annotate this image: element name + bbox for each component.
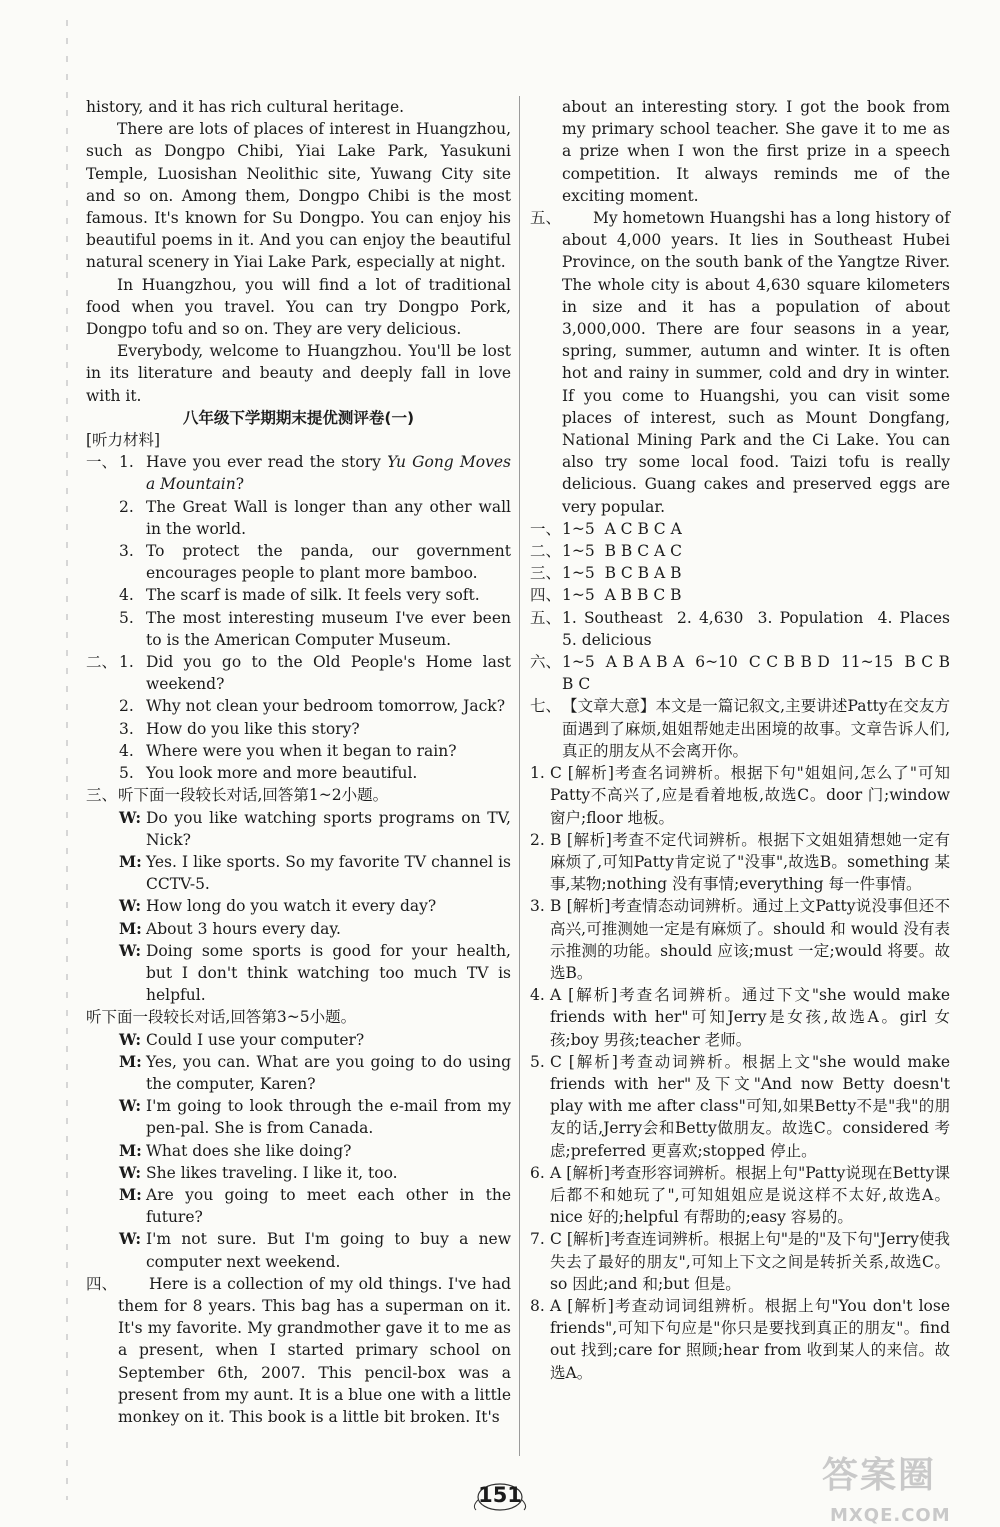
dialogue-line: W: She likes traveling. I like it, too. [86,1162,511,1184]
item-number: 1. [530,764,545,783]
explanation-item: 8. A [解析]考查动词词组辨析。根据上句"You don't lose friends",可知下句应是"你只是要找到真正的朋友"。find out 找到;care for 照顾;hear from 收到某人的来信。故选A。 [530,1296,950,1382]
item-number: 3. [119,719,134,738]
answer-row: 一、 1~5 A C B C A [530,518,950,540]
explanation-item: 2. B [解析]考查不定代词辨析。根据下文姐姐猜想她一定有麻烦了,可知Patty肯定说了"没事",故选B。something 某事,某物;nothing 没有事情;everything 每一件事情。 [530,830,950,894]
list-item: 3. To protect the panda, our government encourages people to plant more bamboo. [119,542,511,583]
section-3 [86,784,511,1272]
section-mark: 二、 [530,542,562,561]
item-number: 8. [530,1296,545,1315]
answer-row: 五、 1. Southeast 2. 4,630 3. Population 4. Places 5. delicious [530,608,960,649]
list-item: 4. The scarf is made of silk. It feels very soft. [86,584,511,606]
speaker: W: [119,1096,142,1116]
passage-line: history, and it has rich cultural heritage. [86,98,405,116]
list-item: 2. The Great Wall is longer than any other wall in the world. [119,497,511,538]
section-mark: 三、 [86,786,118,805]
item-number: 5. [530,1052,545,1071]
explanation-item: 6. A [解析]考查形容词辨析。根据上句"Patty说现在Betty课后都不和她玩了",可知姐姐应是说这样不太好,故选A。nice 好的;helpful 有帮助的;easy 容易的。 [530,1163,950,1227]
item-number: 3. [530,897,545,916]
dialogue-line: M: Yes. I like sports. So my favorite TV channel is CCTV-5. [119,851,511,894]
section-1 [86,451,511,651]
item-number: 2. [530,830,545,849]
explanation-item: 7. C [解析]考查连词辨析。根据上句"是的"及下句"Jerry使我失去了最好的朋友",可知上下文之间是转折关系,故选C。so 因此;and 和;but 但是。 [530,1230,950,1293]
column-divider [519,96,520,1456]
section-mark: 五、 [530,209,562,228]
explanation-item: 4. A [解析]考查名词辨析。通过下文"she would make friends with her"可知Jerry是女孩,故选A。girl 女孩;boy 男孩;teacher 老师。 [530,986,950,1049]
passage-paragraph: There are lots of places of interest in Huangzhou, such as Dongpo Chibi, Yiai Lake Park, Yasukuni Temple, Luosishan Neolithic site, Yuwang City site and so on. Among them, Dongpo Chibi is the most famous. It's known for Su Dongpo. You can enjoy his beautiful poems in it. And you can enjoy the beautiful natural scenery in Yiai Lake Park, especially at night. [86,120,511,272]
dialogue-line: W: Do you like watching sports programs on TV, Nick? [119,807,511,849]
speaker: W: [119,940,142,960]
section-mark: 五、 [530,608,562,627]
section-2 [86,651,511,784]
dialogue-intro: 听下面一段较长对话,回答第3~5小题。 [86,1008,357,1027]
list-item: 4. Where were you when it began to rain? [86,740,511,762]
dialogue-line: M: Yes, you can. What are you going to do using the computer, Karen? [119,1051,511,1093]
explanations [530,762,950,1384]
dialogue-line: M: Are you going to meet each other in the future? [119,1184,511,1227]
list-item: 1. Did you go to the Old People's Home last weekend? [119,653,511,694]
section-mark: 四、 [86,1274,118,1293]
listening-material-label: [听力材料] [86,431,161,450]
answer-key [530,518,960,696]
speaker: M: [119,918,142,938]
explanation-item: 1. C [解析]考查名词辨析。根据下句"姐姐问,怎么了"可知Patty不高兴了,应是看着地板,故选C。door 门;window 窗户;floor 地板。 [530,764,950,827]
item-number: 5. [119,608,134,627]
page-edge-marks [66,20,68,1500]
item-number: 2. [119,497,134,516]
section-4: 四、 Here is a collection of my old things. I've had them for 8 years. This bag has a superman on it. It's my favorite. My grandmother gave it to me as a present, when I started primary school on September 6th, 2007. This pencil-box was a present from my aunt. It is a blue one with a little monkey on it. This book is a little bit broken. It's [86,1274,511,1426]
item-number: 4. [530,986,545,1005]
item-number: 3. [119,542,134,561]
section-mark: 四、 [530,586,562,605]
item-number: 1. [119,453,134,472]
list-item: 5. You look more and more beautiful. [86,762,511,784]
watermark-url: MXQE.COM [830,1505,951,1526]
list-item: 3. How do you like this story? [86,718,511,740]
story-title: Yu Gong Moves a Mountain [146,453,511,494]
dialogue-line: W: How long do you watch it every day? [86,895,511,917]
speaker: M: [119,1140,142,1160]
list-item: 2. Why not clean your bedroom tomorrow, Jack? [86,695,511,717]
speaker: W: [119,807,142,827]
item-number: 7. [530,1230,545,1249]
speaker: M: [119,851,142,871]
speaker: M: [119,1184,142,1204]
answer-row: 六、 1~5 A B A B A 6~10 C C B B D 11~15 B C B B C [530,653,955,694]
section-mark: 七、 [530,697,562,716]
item-number: 4. [119,586,134,605]
speaker: W: [119,1029,142,1049]
item-number: 6. [530,1163,545,1182]
item-number: 1. [119,653,134,672]
watermark-text: 答案圈 [822,1455,937,1496]
right-column [530,96,960,1384]
passage-paragraph: In Huangzhou, you will find a lot of traditional food when you travel. You can try Dongpo Pork, Dongpo tofu and so on. They are very delicious. [86,275,511,339]
section-mark: 一、 [530,519,562,538]
section-7-summary: 七、 【文章大意】本文是一篇记叙文,主要讲述Patty在交友方面遇到了麻烦,姐姐帮她走出困境的故事。文章告诉人们,真正的朋友从不会离开你。 [530,697,950,760]
list-item: 5. The most interesting museum I've ever been to is the American Computer Museum. [119,608,511,649]
exam-title: 八年级下学期期末提优测评卷(一) [182,408,415,427]
dialogue-line: W: Doing some sports is good for your health, but I don't think watching too much TV is helpful. [119,940,511,1005]
explanation-item: 3. B [解析]考查情态动词辨析。通过上文Patty说没事但还不高兴,可推测她一定是有麻烦了。should 和 would 没有表示推测的功能。should 应该;must 一定;would 将要。故选B。 [530,897,950,982]
speaker: W: [119,896,142,916]
dialogue-line: M: What does she like doing? [86,1140,511,1162]
left-column [86,96,511,1428]
dialogue-line: W: I'm not sure. But I'm going to buy a new computer next weekend. [119,1229,511,1271]
section-mark: 一、 [86,453,118,472]
item-number: 5. [119,764,134,783]
answer-row: 四、 1~5 A B B C B [530,584,950,606]
dialogue-intro: 三、 听下面一段较长对话,回答第1~2小题。 [86,784,511,806]
explanation-item: 5. C [解析]考查动词辨析。根据上文"she would make friends with her"及下文"And now Betty doesn't play with me after class"可知,如果Betty不是"我"的朋友的话,Jerry会和Betty做朋友。故选C。considered 考虑;preferred 更喜欢;stopped 停止。 [530,1052,950,1160]
section-5: 五、 My hometown Huangshi has a long history of about 4,000 years. It lies in Southeast Hubei Province, on the south bank of the Yangtze River. The whole city is about 4,630 square kilometers in size and it has a population of about 3,000,000. There are four seasons in a year, spring, summer, autumn and winter. It is often hot and rainy in summer, cold and dry in winter. If you come to Huangshi, you can visit some places of interest, such as Mount Dongfang, National Mining Park and the Ci Lake. You can also try some local food. Taizi tofu is really delicious. Guang cakes and preserved eggs are very popular. [530,209,950,516]
item-number: 2. [119,697,134,716]
passage-continuation: about an interesting story. I got the book from my primary school teacher. She gave it to me as a prize when I won the first prize in a speech competition. It always reminds me of the exciting moment. [562,98,950,205]
answer-row: 三、 1~5 B C B A B [530,562,950,584]
passage-paragraph: Everybody, welcome to Huangzhou. You'll be lost in its literature and beauty and deeply fall in love with it. [86,342,511,405]
dialogue-line: W: Could I use your computer? [86,1029,511,1051]
speaker: M: [119,1051,142,1071]
answer-row: 二、 1~5 B B C A C [530,540,950,562]
list-item: 1. Have you ever read the story Yu Gong Moves a Mountain? [119,453,511,494]
section-mark: 三、 [530,564,562,583]
section-mark: 六、 [530,653,562,672]
section-mark: 二、 [86,653,118,672]
dialogue-line: M: About 3 hours every day. [86,918,511,940]
speaker: W: [119,1162,142,1182]
page-number: 151 [478,1483,522,1507]
page-number-badge [472,1482,528,1512]
dialogue-line: W: I'm going to look through the e-mail from my pen-pal. She is from Canada. [119,1096,511,1138]
watermark [822,1455,990,1526]
item-number: 4. [119,741,134,760]
speaker: W: [119,1229,142,1249]
